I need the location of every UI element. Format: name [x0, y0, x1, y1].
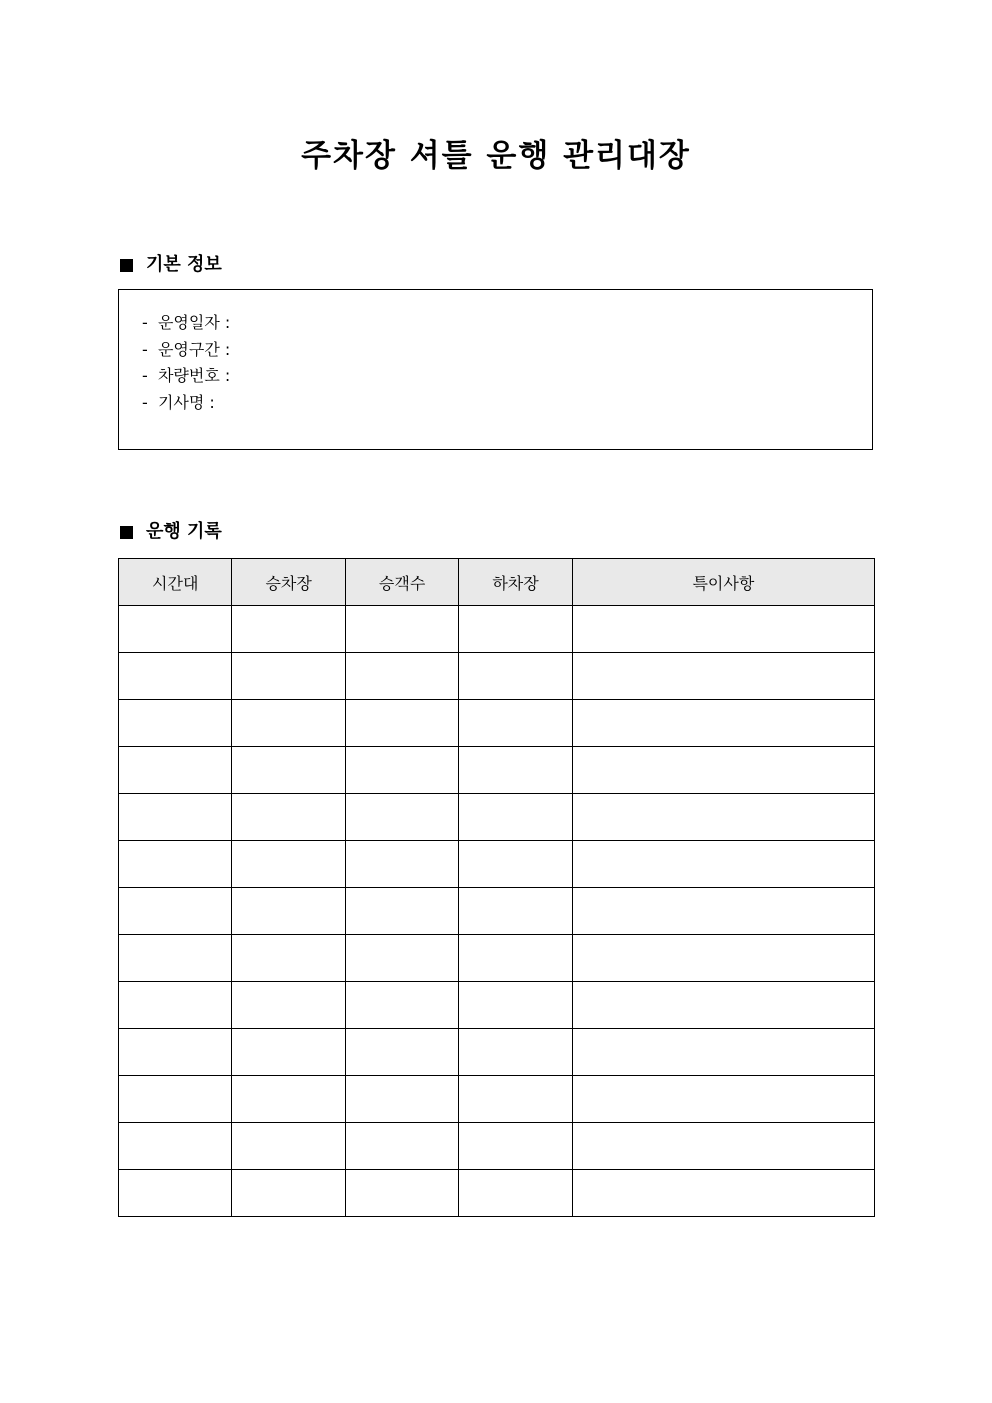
table-row	[119, 700, 875, 747]
cell-remarks[interactable]	[572, 794, 874, 841]
cell-remarks[interactable]	[572, 841, 874, 888]
cell-passenger-count[interactable]	[345, 1123, 458, 1170]
section-heading-operation-log	[118, 519, 222, 545]
cell-passenger-count[interactable]	[345, 794, 458, 841]
cell-boarding-stop[interactable]	[232, 700, 345, 747]
cell-boarding-stop[interactable]	[232, 606, 345, 653]
cell-boarding-stop[interactable]	[232, 794, 345, 841]
cell-alighting-stop[interactable]	[459, 747, 572, 794]
cell-alighting-stop[interactable]	[459, 700, 572, 747]
cell-alighting-stop[interactable]	[459, 888, 572, 935]
square-bullet-icon	[120, 526, 133, 539]
cell-alighting-stop[interactable]	[459, 1170, 572, 1217]
table-row	[119, 982, 875, 1029]
cell-boarding-stop[interactable]	[232, 982, 345, 1029]
cell-time[interactable]	[119, 700, 232, 747]
cell-remarks[interactable]	[572, 1170, 874, 1217]
table-row	[119, 1170, 875, 1217]
cell-boarding-stop[interactable]	[232, 935, 345, 982]
table-row	[119, 841, 875, 888]
table-row	[119, 747, 875, 794]
cell-remarks[interactable]	[572, 1076, 874, 1123]
cell-time[interactable]	[119, 606, 232, 653]
cell-alighting-stop[interactable]	[459, 606, 572, 653]
table-row	[119, 1123, 875, 1170]
table-row	[119, 935, 875, 982]
cell-passenger-count[interactable]	[345, 1029, 458, 1076]
column-header-remarks: 특이사항	[572, 559, 874, 606]
cell-remarks[interactable]	[572, 606, 874, 653]
cell-alighting-stop[interactable]	[459, 935, 572, 982]
info-item-operation-route[interactable]: - 운영구간 :	[142, 339, 231, 359]
column-header-passenger-count: 승객수	[345, 559, 458, 606]
cell-remarks[interactable]	[572, 982, 874, 1029]
cell-boarding-stop[interactable]	[232, 1076, 345, 1123]
cell-time[interactable]	[119, 1029, 232, 1076]
cell-remarks[interactable]	[572, 1123, 874, 1170]
cell-time[interactable]	[119, 794, 232, 841]
info-item-operation-date[interactable]: - 운영일자 :	[142, 313, 231, 332]
cell-passenger-count[interactable]	[345, 700, 458, 747]
cell-passenger-count[interactable]	[345, 935, 458, 982]
table-row	[119, 653, 875, 700]
cell-alighting-stop[interactable]	[459, 653, 572, 700]
cell-passenger-count[interactable]	[345, 606, 458, 653]
cell-remarks[interactable]	[572, 653, 874, 700]
cell-boarding-stop[interactable]	[232, 888, 345, 935]
cell-boarding-stop[interactable]	[232, 653, 345, 700]
table-row	[119, 888, 875, 935]
cell-alighting-stop[interactable]	[459, 841, 572, 888]
table-row	[119, 1029, 875, 1076]
section-heading-basic-info	[118, 252, 222, 278]
cell-passenger-count[interactable]	[345, 653, 458, 700]
cell-time[interactable]	[119, 982, 232, 1029]
cell-time[interactable]	[119, 1123, 232, 1170]
cell-time[interactable]	[119, 747, 232, 794]
cell-alighting-stop[interactable]	[459, 794, 572, 841]
info-item-vehicle-number[interactable]: - 차량번호 :	[142, 366, 231, 385]
column-header-time: 시간대	[119, 559, 232, 606]
cell-boarding-stop[interactable]	[232, 1170, 345, 1217]
cell-remarks[interactable]	[572, 935, 874, 982]
table-row	[119, 606, 875, 653]
cell-alighting-stop[interactable]	[459, 982, 572, 1029]
cell-passenger-count[interactable]	[345, 982, 458, 1029]
table-body	[119, 606, 875, 1217]
cell-remarks[interactable]	[572, 888, 874, 935]
cell-boarding-stop[interactable]	[232, 1029, 345, 1076]
cell-boarding-stop[interactable]	[232, 841, 345, 888]
table-row	[119, 1076, 875, 1123]
cell-passenger-count[interactable]	[345, 747, 458, 794]
cell-boarding-stop[interactable]	[232, 747, 345, 794]
column-header-boarding-stop: 승차장	[232, 559, 345, 606]
column-header-alighting-stop: 하차장	[459, 559, 572, 606]
cell-remarks[interactable]	[572, 700, 874, 747]
cell-alighting-stop[interactable]	[459, 1123, 572, 1170]
cell-time[interactable]	[119, 1170, 232, 1217]
cell-time[interactable]	[119, 653, 232, 700]
table-header-row	[119, 559, 875, 606]
cell-time[interactable]	[119, 1076, 232, 1123]
cell-alighting-stop[interactable]	[459, 1076, 572, 1123]
page-title: 주차장 셔틀 운행 관리대장	[301, 138, 691, 174]
info-item-driver-name[interactable]: - 기사명 :	[142, 392, 215, 412]
cell-passenger-count[interactable]	[345, 841, 458, 888]
cell-remarks[interactable]	[572, 747, 874, 794]
cell-passenger-count[interactable]	[345, 1170, 458, 1217]
cell-time[interactable]	[119, 841, 232, 888]
cell-passenger-count[interactable]	[345, 888, 458, 935]
cell-passenger-count[interactable]	[345, 1076, 458, 1123]
section-heading-label: 기본 정보	[146, 254, 222, 275]
cell-time[interactable]	[119, 888, 232, 935]
section-heading-label: 운행 기록	[146, 521, 222, 542]
cell-time[interactable]	[119, 935, 232, 982]
square-bullet-icon	[120, 259, 133, 272]
cell-remarks[interactable]	[572, 1029, 874, 1076]
basic-info-box	[118, 289, 873, 450]
operation-log-table	[118, 558, 875, 1217]
table-row	[119, 794, 875, 841]
cell-alighting-stop[interactable]	[459, 1029, 572, 1076]
cell-boarding-stop[interactable]	[232, 1123, 345, 1170]
